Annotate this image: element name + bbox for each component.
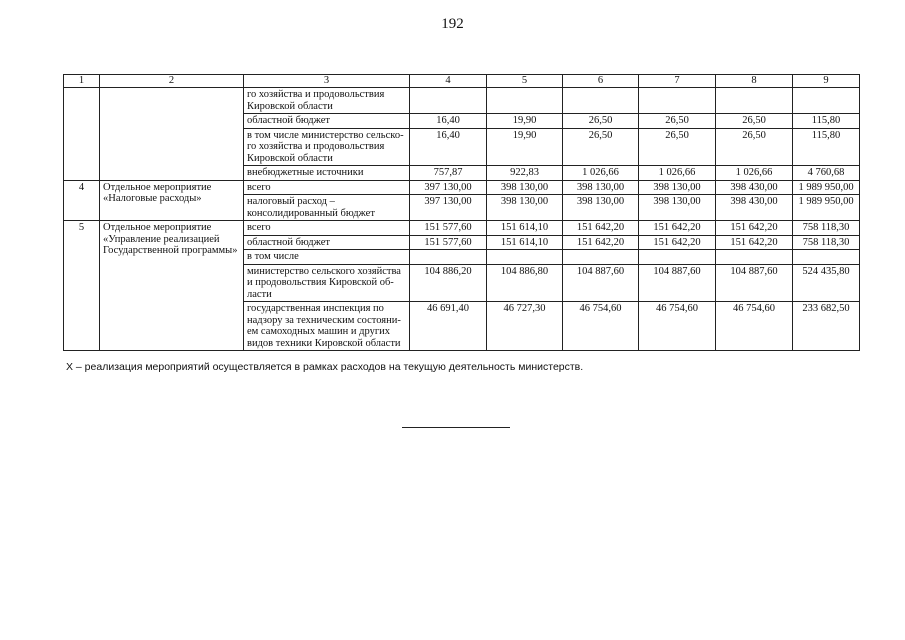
value-cell bbox=[639, 250, 716, 265]
value-cell: 19,90 bbox=[487, 114, 563, 129]
value-cell: 151 614,10 bbox=[487, 235, 563, 250]
value-cell bbox=[563, 88, 639, 114]
value-cell: 1 026,66 bbox=[716, 166, 793, 181]
value-cell: 151 614,10 bbox=[487, 221, 563, 236]
source-cell: в том числе министерство сельско-го хозяйства и продовольствия Кировской области bbox=[244, 128, 410, 166]
value-cell: 151 642,20 bbox=[639, 235, 716, 250]
row-index-cell: 5 bbox=[64, 221, 100, 351]
value-cell: 151 642,20 bbox=[716, 221, 793, 236]
column-header: 2 bbox=[100, 75, 244, 88]
value-cell: 104 886,80 bbox=[487, 264, 563, 302]
value-cell: 104 886,20 bbox=[410, 264, 487, 302]
row-index-cell bbox=[64, 88, 100, 181]
value-cell: 398 130,00 bbox=[639, 180, 716, 195]
total-cell: 524 435,80 bbox=[793, 264, 860, 302]
source-cell: всего bbox=[244, 180, 410, 195]
value-cell: 46 727,30 bbox=[487, 302, 563, 351]
measure-name-cell bbox=[100, 88, 244, 181]
value-cell: 151 577,60 bbox=[410, 235, 487, 250]
value-cell: 26,50 bbox=[716, 128, 793, 166]
value-cell: 397 130,00 bbox=[410, 180, 487, 195]
row-index-cell: 4 bbox=[64, 180, 100, 221]
column-header: 4 bbox=[410, 75, 487, 88]
column-header: 8 bbox=[716, 75, 793, 88]
value-cell: 104 887,60 bbox=[639, 264, 716, 302]
value-cell bbox=[410, 250, 487, 265]
value-cell: 26,50 bbox=[639, 128, 716, 166]
value-cell: 1 026,66 bbox=[563, 166, 639, 181]
value-cell: 151 642,20 bbox=[563, 221, 639, 236]
measure-name-cell: Отдельное мероприятие «Управление реализацией Государственной программы» bbox=[100, 221, 244, 351]
total-cell: 115,80 bbox=[793, 128, 860, 166]
source-cell: министерство сельского хозяйства и продовольствия Кировской об-ласти bbox=[244, 264, 410, 302]
value-cell: 922,83 bbox=[487, 166, 563, 181]
value-cell: 16,40 bbox=[410, 114, 487, 129]
source-cell: внебюджетные источники bbox=[244, 166, 410, 181]
page-number: 192 bbox=[441, 16, 464, 32]
total-cell: 233 682,50 bbox=[793, 302, 860, 351]
source-cell: го хозяйства и продовольствия Кировской области bbox=[244, 88, 410, 114]
value-cell: 104 887,60 bbox=[563, 264, 639, 302]
value-cell: 16,40 bbox=[410, 128, 487, 166]
value-cell: 398 130,00 bbox=[563, 180, 639, 195]
table-header-row bbox=[64, 75, 860, 88]
total-cell: 4 760,68 bbox=[793, 166, 860, 181]
total-cell bbox=[793, 250, 860, 265]
source-cell: всего bbox=[244, 221, 410, 236]
value-cell: 151 642,20 bbox=[563, 235, 639, 250]
table-row bbox=[64, 221, 860, 236]
value-cell bbox=[716, 250, 793, 265]
value-cell: 104 887,60 bbox=[716, 264, 793, 302]
footnote: Х – реализация мероприятий осуществляется в рамках расходов на текущую деятельность министерств. bbox=[66, 361, 584, 373]
value-cell bbox=[487, 250, 563, 265]
source-cell: государственная инспекция по надзору за техническим состояни-ем самоходных машин и других видов техники Кировской области bbox=[244, 302, 410, 351]
budget-table bbox=[63, 74, 860, 351]
source-cell: налоговый расход – консолидированный бюджет bbox=[244, 195, 410, 221]
value-cell: 151 642,20 bbox=[639, 221, 716, 236]
value-cell: 26,50 bbox=[563, 128, 639, 166]
value-cell: 46 754,60 bbox=[639, 302, 716, 351]
source-cell: в том числе bbox=[244, 250, 410, 265]
value-cell: 398 130,00 bbox=[563, 195, 639, 221]
table-row bbox=[64, 180, 860, 195]
column-header: 5 bbox=[487, 75, 563, 88]
table-row bbox=[64, 88, 860, 114]
value-cell: 757,87 bbox=[410, 166, 487, 181]
source-cell: областной бюджет bbox=[244, 235, 410, 250]
total-cell: 1 989 950,00 bbox=[793, 195, 860, 221]
value-cell: 26,50 bbox=[639, 114, 716, 129]
value-cell: 398 430,00 bbox=[716, 180, 793, 195]
total-cell: 758 118,30 bbox=[793, 221, 860, 236]
column-header: 7 bbox=[639, 75, 716, 88]
value-cell: 46 691,40 bbox=[410, 302, 487, 351]
source-cell: областной бюджет bbox=[244, 114, 410, 129]
total-cell bbox=[793, 88, 860, 114]
value-cell: 398 430,00 bbox=[716, 195, 793, 221]
value-cell: 398 130,00 bbox=[487, 180, 563, 195]
value-cell bbox=[487, 88, 563, 114]
value-cell: 1 026,66 bbox=[639, 166, 716, 181]
total-cell: 758 118,30 bbox=[793, 235, 860, 250]
value-cell bbox=[639, 88, 716, 114]
column-header: 3 bbox=[244, 75, 410, 88]
value-cell: 398 130,00 bbox=[639, 195, 716, 221]
value-cell: 398 130,00 bbox=[487, 195, 563, 221]
total-cell: 115,80 bbox=[793, 114, 860, 129]
value-cell: 397 130,00 bbox=[410, 195, 487, 221]
value-cell: 26,50 bbox=[716, 114, 793, 129]
value-cell: 46 754,60 bbox=[563, 302, 639, 351]
value-cell bbox=[410, 88, 487, 114]
value-cell: 151 642,20 bbox=[716, 235, 793, 250]
measure-name-cell: Отдельное мероприятие «Налоговые расходы» bbox=[100, 180, 244, 221]
value-cell: 19,90 bbox=[487, 128, 563, 166]
total-cell: 1 989 950,00 bbox=[793, 180, 860, 195]
column-header: 6 bbox=[563, 75, 639, 88]
value-cell bbox=[563, 250, 639, 265]
end-separator-line bbox=[402, 427, 510, 428]
value-cell: 151 577,60 bbox=[410, 221, 487, 236]
value-cell: 26,50 bbox=[563, 114, 639, 129]
column-header: 1 bbox=[64, 75, 100, 88]
column-header: 9 bbox=[793, 75, 860, 88]
value-cell bbox=[716, 88, 793, 114]
value-cell: 46 754,60 bbox=[716, 302, 793, 351]
